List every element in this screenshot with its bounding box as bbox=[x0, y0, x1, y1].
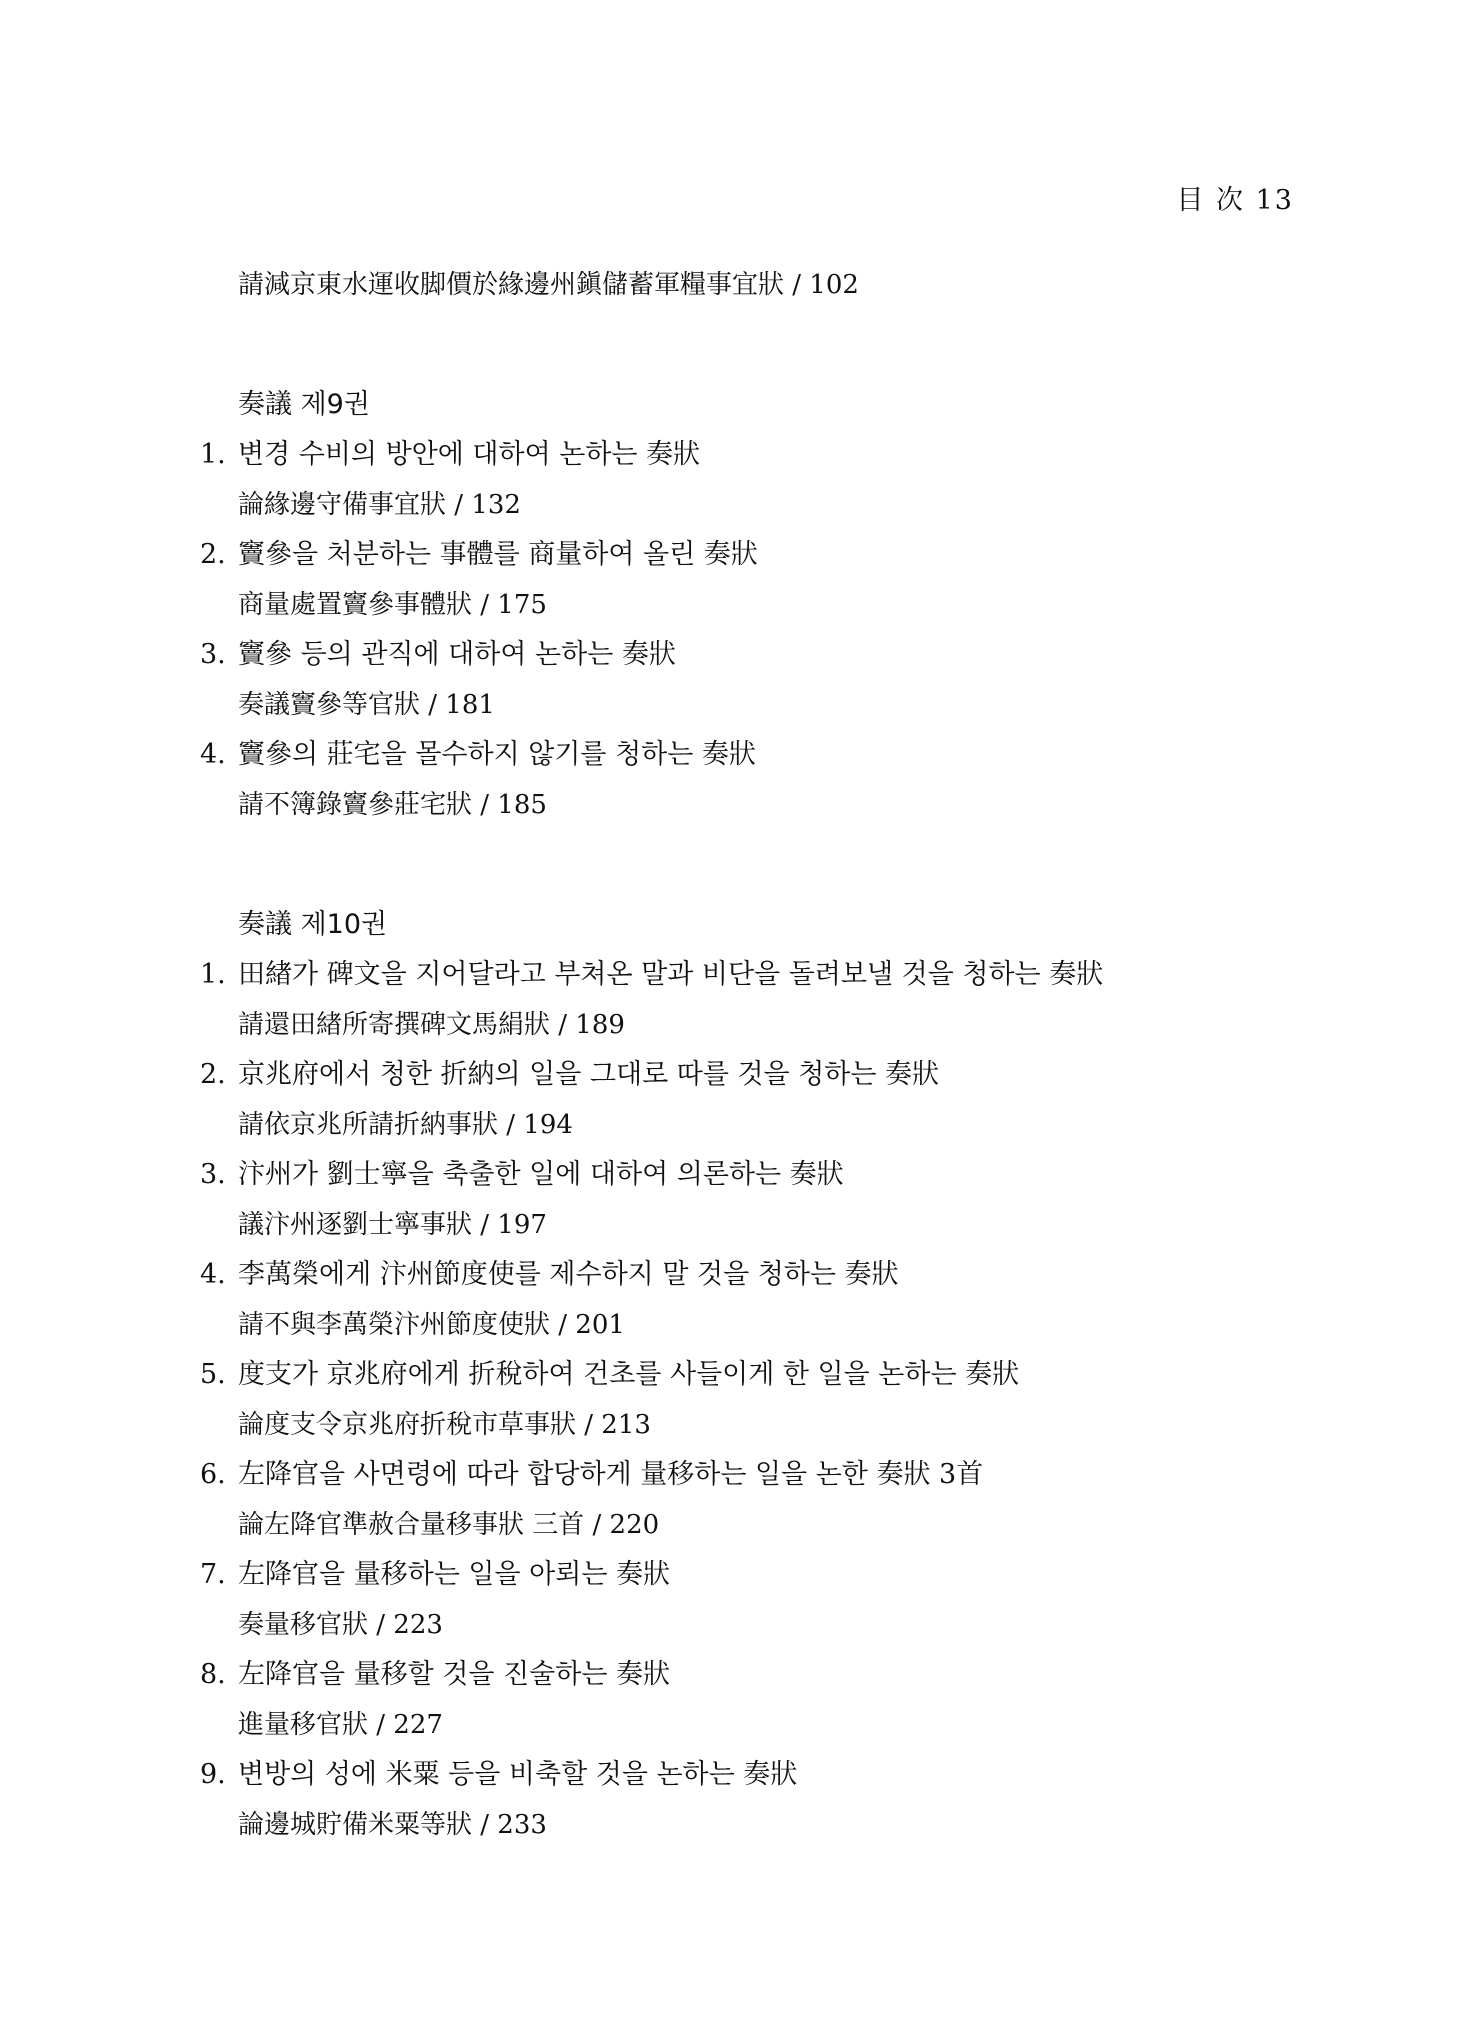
toc-item-title-text: 左降官을 사면령에 따라 합당하게 量移하는 일을 논한 奏狀 3首 bbox=[238, 1459, 984, 1490]
toc-item-title bbox=[200, 1258, 1320, 1292]
toc-item-subtitle: 請不簿錄竇參莊宅狀 / 185 bbox=[238, 790, 547, 820]
toc-item-subtitle: 進量移官狀 / 227 bbox=[238, 1710, 443, 1740]
toc-item-title-text: 京兆府에서 청한 折納의 일을 그대로 따를 것을 청하는 奏狀 bbox=[238, 1059, 940, 1090]
toc-item bbox=[200, 438, 1320, 522]
toc-item-number: 1. bbox=[200, 959, 226, 990]
toc-item-title-text: 竇參을 처분하는 事體를 商量하여 올린 奏狀 bbox=[238, 539, 758, 570]
toc-item-number: 4. bbox=[200, 1259, 226, 1290]
toc-item-title bbox=[200, 958, 1320, 992]
toc-item-title-text: 左降官을 量移할 것을 진술하는 奏狀 bbox=[238, 1659, 670, 1690]
toc-item-title-text: 竇參의 莊宅을 몰수하지 않기를 청하는 奏狀 bbox=[238, 739, 756, 770]
toc-item bbox=[200, 1658, 1320, 1742]
toc-item bbox=[200, 538, 1320, 622]
toc-item-title bbox=[200, 1458, 1320, 1492]
toc-lead-entry: 請減京東水運收脚價於緣邊州鎭儲蓄軍糧事宜狀 / 102 bbox=[238, 270, 859, 300]
toc-item bbox=[200, 1758, 1320, 1842]
toc-item-title bbox=[200, 438, 1320, 472]
toc-item-title-text: 竇參 등의 관직에 대하여 논하는 奏狀 bbox=[238, 639, 676, 670]
toc-item-number: 8. bbox=[200, 1659, 226, 1690]
toc-item bbox=[200, 738, 1320, 822]
toc-item-title bbox=[200, 1558, 1320, 1592]
toc-item-subtitle: 論左降官準赦合量移事狀 三首 / 220 bbox=[238, 1510, 660, 1540]
toc-item-title-text: 변방의 성에 米粟 등을 비축할 것을 논하는 奏狀 bbox=[238, 1759, 798, 1790]
toc-item-number: 2. bbox=[200, 1059, 226, 1090]
toc-item bbox=[200, 638, 1320, 722]
toc-item bbox=[200, 1058, 1320, 1142]
toc-item-title bbox=[200, 1758, 1320, 1792]
toc-items bbox=[200, 958, 1320, 1842]
toc-item-title bbox=[200, 1358, 1320, 1392]
toc-item bbox=[200, 1158, 1320, 1242]
toc-item bbox=[200, 958, 1320, 1042]
toc-item-subtitle: 奏量移官狀 / 223 bbox=[238, 1610, 443, 1640]
toc-item-subtitle: 奏議竇參等官狀 / 181 bbox=[238, 690, 495, 720]
toc-item bbox=[200, 1558, 1320, 1642]
toc-item-title bbox=[200, 638, 1320, 672]
toc-item-number: 1. bbox=[200, 439, 226, 470]
toc-item-number: 3. bbox=[200, 1159, 226, 1190]
toc-items bbox=[200, 438, 1320, 822]
toc-item-subtitle: 論緣邊守備事宜狀 / 132 bbox=[238, 490, 521, 520]
toc-item-subtitle: 論度支令京兆府折稅市草事狀 / 213 bbox=[238, 1410, 651, 1440]
toc-item-title-text: 汴州가 劉士寧을 축출한 일에 대하여 의론하는 奏狀 bbox=[238, 1159, 844, 1190]
toc-item bbox=[200, 1358, 1320, 1442]
section-heading: 奏議 제10권 bbox=[238, 909, 388, 940]
toc-item-number: 3. bbox=[200, 639, 226, 670]
section-heading: 奏議 제9권 bbox=[238, 389, 370, 420]
toc-item-subtitle: 論邊城貯備米粟等狀 / 233 bbox=[238, 1810, 547, 1840]
toc-item-title bbox=[200, 1658, 1320, 1692]
toc-item-subtitle: 請還田緖所寄撰碑文馬絹狀 / 189 bbox=[238, 1010, 625, 1040]
toc-item-subtitle: 議汴州逐劉士寧事狀 / 197 bbox=[238, 1210, 547, 1240]
toc-item-title-text: 李萬榮에게 汴州節度使를 제수하지 말 것을 청하는 奏狀 bbox=[238, 1259, 899, 1290]
toc-item bbox=[200, 1458, 1320, 1542]
toc-item-number: 9. bbox=[200, 1759, 226, 1790]
toc-item-number: 4. bbox=[200, 739, 226, 770]
toc-item-title bbox=[200, 538, 1320, 572]
toc-item-subtitle: 請不與李萬榮汴州節度使狀 / 201 bbox=[238, 1310, 625, 1340]
page-header: 目 次 13 bbox=[1176, 185, 1294, 216]
toc-section-10 bbox=[200, 908, 1320, 1842]
table-of-contents bbox=[200, 268, 1320, 1842]
toc-section-9 bbox=[200, 388, 1320, 822]
toc-item-subtitle: 商量處置竇參事體狀 / 175 bbox=[238, 590, 547, 620]
toc-item-title-text: 度支가 京兆府에게 折稅하여 건초를 사들이게 한 일을 논하는 奏狀 bbox=[238, 1359, 1020, 1390]
toc-item-title bbox=[200, 738, 1320, 772]
toc-item-subtitle: 請依京兆所請折納事狀 / 194 bbox=[238, 1110, 573, 1140]
toc-item-number: 7. bbox=[200, 1559, 226, 1590]
toc-item bbox=[200, 1258, 1320, 1342]
toc-item-title bbox=[200, 1158, 1320, 1192]
toc-item-number: 5. bbox=[200, 1359, 226, 1390]
toc-item-number: 2. bbox=[200, 539, 226, 570]
toc-item-title-text: 변경 수비의 방안에 대하여 논하는 奏狀 bbox=[238, 439, 701, 470]
toc-item-title-text: 左降官을 量移하는 일을 아뢰는 奏狀 bbox=[238, 1559, 670, 1590]
toc-item-title bbox=[200, 1058, 1320, 1092]
toc-item-number: 6. bbox=[200, 1459, 226, 1490]
toc-item-title-text: 田緖가 碑文을 지어달라고 부쳐온 말과 비단을 돌려보낼 것을 청하는 奏狀 bbox=[238, 959, 1104, 990]
